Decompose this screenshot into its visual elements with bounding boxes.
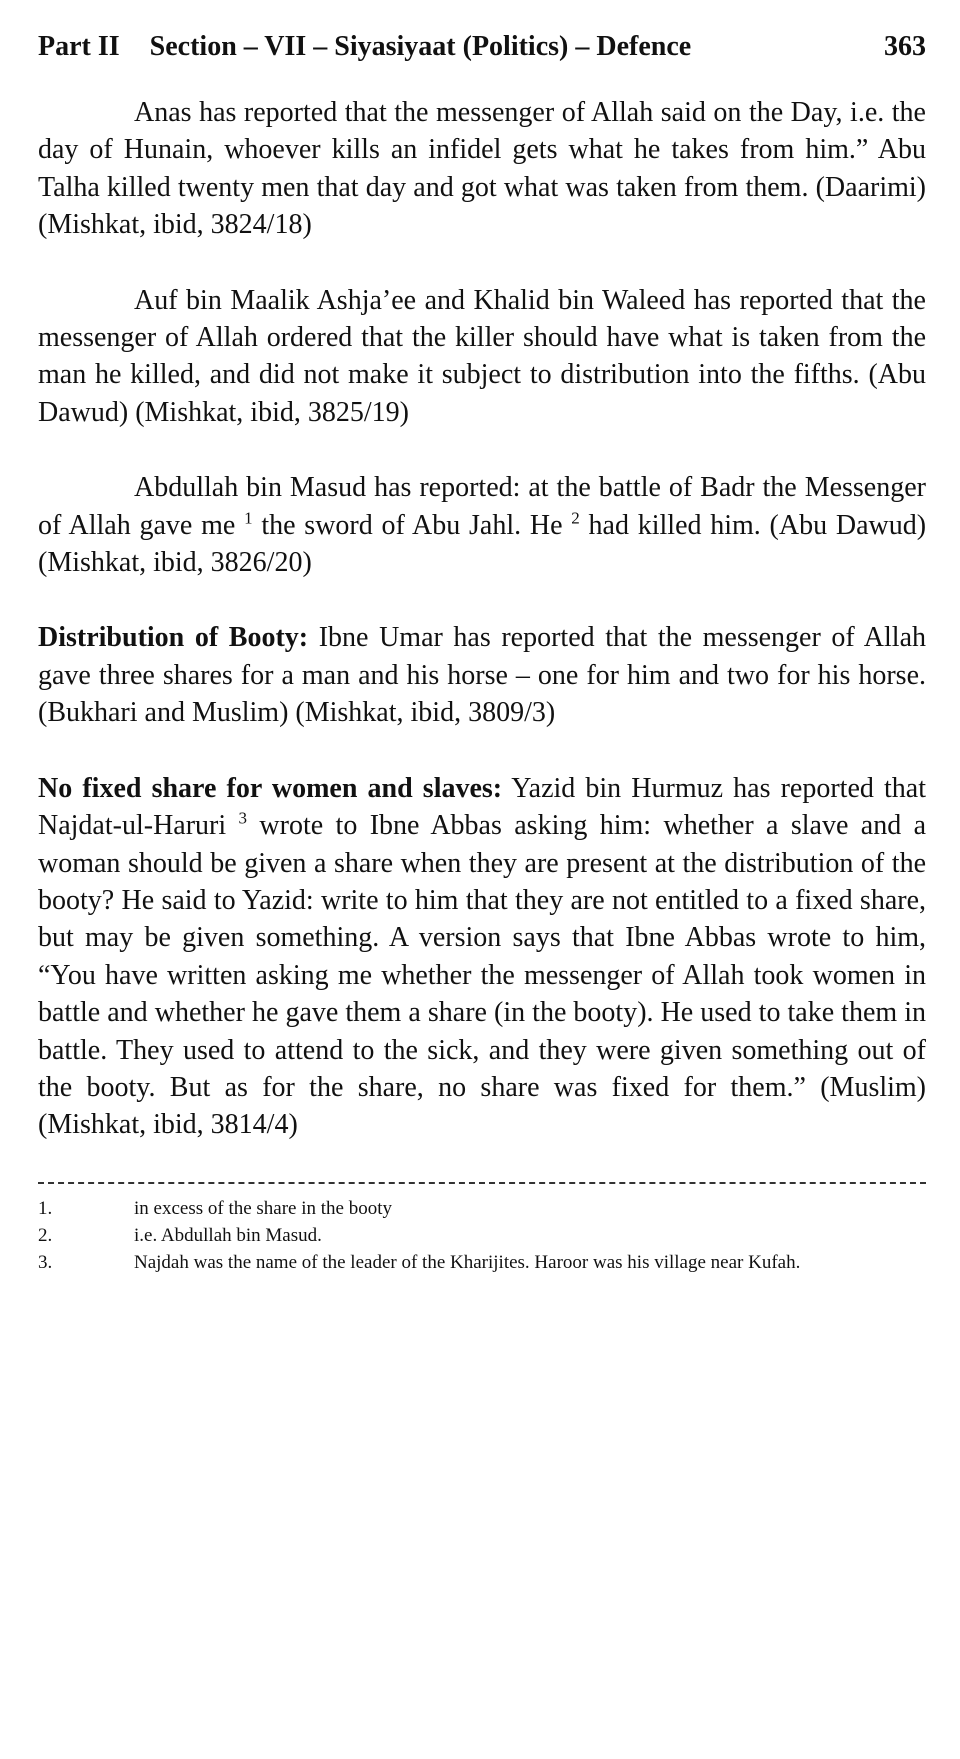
paragraph-text-part: the sword of Abu Jahl. He [261,509,563,541]
header-part: Part II [38,31,120,62]
footnote-ref-3[interactable]: 3 [238,808,248,828]
footnote-text: in excess of the share in the booty [134,1197,393,1219]
paragraph-heading: Distribution of Booty: [38,622,309,654]
footnote-separator [38,1182,926,1184]
paragraph-auf-bin-maalik: Auf bin Maalik Ashja’ee and Khalid bin Waleed has reported that the messenger of Allah ordered that the killer should have what is taken from the man he killed, and did not make it subject to distribution into the fifths. (Abu Dawud) (Mishkat, ibid, 3825/19) [38,284,926,428]
paragraph-no-fixed-share [38,770,926,1144]
paragraph-text: Ibne Umar has reported that the messenger of Allah gave three shares for a man and his horse – one for him and two for his horse. (Bukhari and Muslim) (Mishkat, ibid, 3809/3) [38,622,926,729]
footnote-ref-1[interactable]: 1 [244,508,253,528]
footnote-number: 1. [38,1197,53,1219]
footnote-item [38,1250,926,1275]
document-page [38,30,926,1277]
footnote-ref-2[interactable]: 2 [571,508,580,528]
paragraph-heading: No fixed share for women and slaves: [38,772,503,804]
footnote-text: i.e. Abdullah bin Masud. [134,1224,322,1246]
paragraph-abdullah-bin-masud [38,469,926,581]
running-header [38,30,926,64]
paragraph-text-part: Abdullah bin Masud has reported: at the battle of Badr the Messenger of Allah gave me [38,472,926,541]
footnote-number: 3. [38,1251,53,1273]
paragraph-anas: Anas has reported that the messenger of Allah said on the Day, i.e. the day of Hunain, whoever kills an infidel gets what he takes from him.” Abu Talha killed twenty men that day and got what was taken from them. (Daarimi) (Mishkat, ibid, 3824/18) [38,97,926,241]
header-section: Section – VII – Siyasiyaat (Politics) – Defence [149,31,692,62]
header-title [38,30,691,64]
footnote-item [38,1223,926,1248]
footnote-number: 2. [38,1224,53,1246]
paragraph-text-part: had killed him. (Abu Dawud) (Mishkat, ibid, 3826/20) [38,509,927,579]
footnote-text: Najdah was the name of the leader of the Kharijites. Haroor was his village near Kufah. [134,1251,801,1273]
paragraph-distribution-of-booty [38,619,926,731]
page-number: 363 [884,31,926,62]
footnote-item [38,1196,926,1221]
paragraph-text-part: Yazid bin Hurmuz has reported that Najdat-ul-Haruri [38,772,926,842]
paragraph-text-part: wrote to Ibne Abbas asking him: whether a slave and a woman should be given a share when they are present at the distribution of the booty? He said to Yazid: write to him that they are not entitled to a fixed share, but may be given something. A version says that Ibne Abbas wrote to him, “You have written asking me whether the messenger of Allah took women in battle and whether he gave them a share (in the booty). He used to take them in battle. They used to attend to the sick, and they were given something out of the booty. But as for the share, no share was fixed for them.” (Muslim) (Mishkat, ibid, 3814/4) [38,810,927,1141]
footnotes [38,1196,926,1275]
